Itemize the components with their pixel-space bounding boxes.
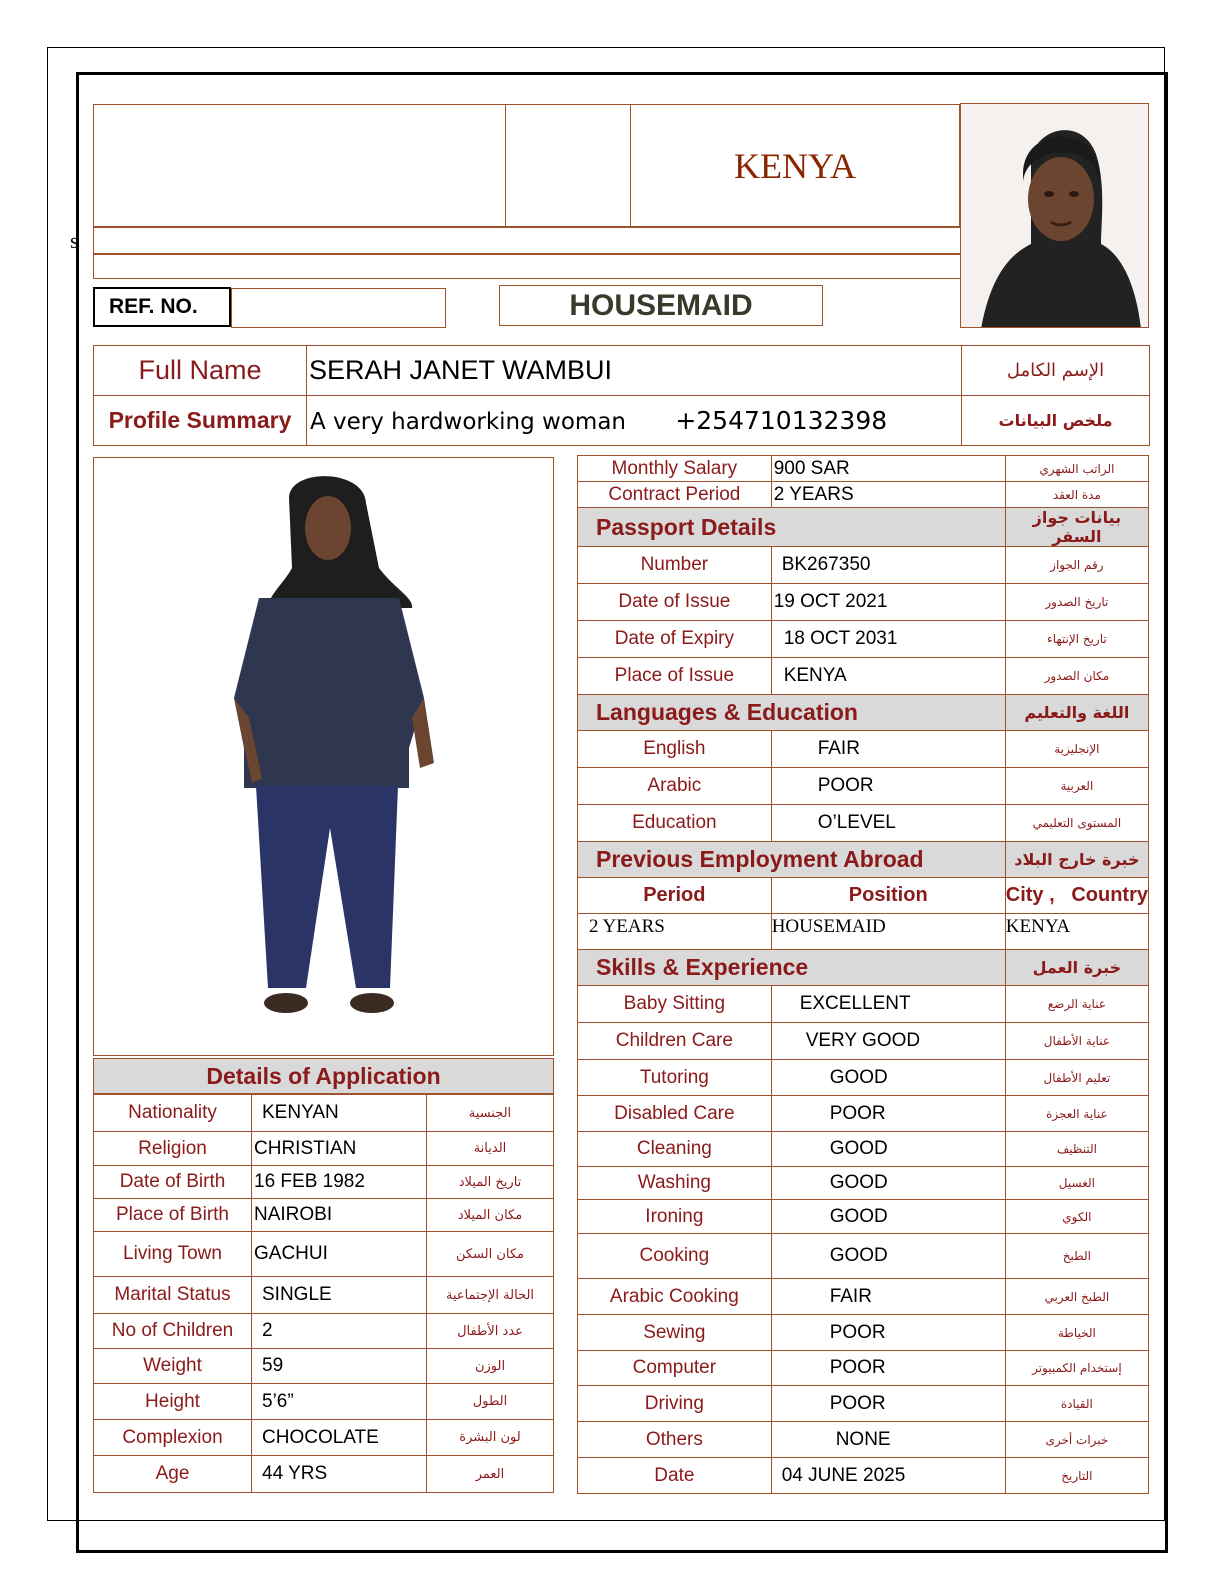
skills-row xyxy=(578,1060,1149,1096)
profile-summary-row xyxy=(94,396,1150,446)
skills-value: POOR xyxy=(771,1351,1005,1386)
skills-arabic: التنظيف xyxy=(1005,1132,1148,1167)
header-row-1 xyxy=(93,227,961,254)
profile-summary-label: Profile Summary xyxy=(94,396,307,446)
skills-row xyxy=(578,1096,1149,1132)
application-row xyxy=(94,1314,554,1349)
full-body-icon xyxy=(94,458,554,1056)
application-row xyxy=(94,1232,554,1277)
skills-label: Tutoring xyxy=(578,1060,772,1096)
contract-arabic: الراتب الشهري xyxy=(1005,456,1148,482)
skills-title: Skills & Experience xyxy=(578,950,1006,986)
languages-row xyxy=(578,805,1149,842)
application-section-title: Details of Application xyxy=(93,1058,554,1094)
application-value: 44 YRS xyxy=(252,1456,427,1493)
skills-value: GOOD xyxy=(771,1132,1005,1167)
application-value: 2 xyxy=(252,1314,427,1349)
application-arabic: مكان السكن xyxy=(427,1232,554,1277)
application-arabic: تاريخ الميلاد xyxy=(427,1166,554,1199)
application-value: KENYAN xyxy=(252,1095,427,1132)
skills-value: GOOD xyxy=(771,1167,1005,1200)
skills-arabic: الغسيل xyxy=(1005,1167,1148,1200)
application-arabic: الوزن xyxy=(427,1349,554,1384)
passport-arabic: تاريخ الإنتهاء xyxy=(1005,621,1148,658)
skills-label: Washing xyxy=(578,1167,772,1200)
passport-label: Date of Expiry xyxy=(578,621,772,658)
application-arabic: لون البشرة xyxy=(427,1420,554,1456)
application-label: Complexion xyxy=(94,1420,252,1456)
passport-title: Passport Details xyxy=(578,508,1006,547)
header-cell-left xyxy=(93,104,506,227)
profile-summary-value xyxy=(307,396,962,446)
application-arabic: مكان الميلاد xyxy=(427,1199,554,1232)
application-row xyxy=(94,1456,554,1493)
skills-value: FAIR xyxy=(771,1279,1005,1315)
application-row xyxy=(94,1166,554,1199)
contract-row xyxy=(578,482,1149,508)
employment-country: KENYA xyxy=(1005,914,1148,950)
skills-row xyxy=(578,1458,1149,1494)
passport-arabic: تاريخ الصدور xyxy=(1005,584,1148,621)
application-label: No of Children xyxy=(94,1314,252,1349)
passport-title-arabic: بيانات جواز السفر xyxy=(1005,508,1148,547)
languages-label: Education xyxy=(578,805,772,842)
application-value: SINGLE xyxy=(252,1277,427,1314)
skills-label: Baby Sitting xyxy=(578,986,772,1023)
application-row xyxy=(94,1349,554,1384)
application-value: 5’6” xyxy=(252,1384,427,1420)
skills-value: 04 JUNE 2025 xyxy=(771,1458,1005,1494)
stray-character: s xyxy=(70,228,79,253)
languages-title-arabic: اللغة والتعليم xyxy=(1005,695,1148,731)
application-value: 59 xyxy=(252,1349,427,1384)
employment-col-period: Period xyxy=(578,878,772,914)
full-name-value: SERAH JANET WAMBUI xyxy=(307,346,962,396)
skills-label: Driving xyxy=(578,1386,772,1422)
skills-row xyxy=(578,1351,1149,1386)
skills-header xyxy=(578,950,1149,986)
application-label: Place of Birth xyxy=(94,1199,252,1232)
passport-row xyxy=(578,621,1149,658)
skills-row xyxy=(578,1386,1149,1422)
skills-row xyxy=(578,1023,1149,1060)
full-name-label: Full Name xyxy=(94,346,307,396)
languages-value: FAIR xyxy=(771,731,1005,768)
employment-period: 2 YEARS xyxy=(578,914,772,950)
languages-header xyxy=(578,695,1149,731)
languages-label: English xyxy=(578,731,772,768)
skills-value: POOR xyxy=(771,1386,1005,1422)
skills-arabic: الطبخ العربي xyxy=(1005,1279,1148,1315)
application-row xyxy=(94,1095,554,1132)
passport-value: 18 OCT 2031 xyxy=(771,621,1005,658)
application-label: Religion xyxy=(94,1132,252,1166)
full-body-photo xyxy=(93,457,554,1056)
application-label: Living Town xyxy=(94,1232,252,1277)
ref-no-value xyxy=(231,288,446,328)
job-title: HOUSEMAID xyxy=(499,285,823,326)
application-label: Weight xyxy=(94,1349,252,1384)
skills-value: GOOD xyxy=(771,1200,1005,1234)
profile-summary-text: A very hardworking woman xyxy=(310,409,627,435)
languages-label: Arabic xyxy=(578,768,772,805)
skills-label: Disabled Care xyxy=(578,1096,772,1132)
header-row-2 xyxy=(93,254,961,279)
portrait-photo xyxy=(960,103,1149,328)
full-name-row xyxy=(94,346,1150,396)
application-arabic: العمر xyxy=(427,1456,554,1493)
application-value: 16 FEB 1982 xyxy=(252,1166,427,1199)
skills-row xyxy=(578,1279,1149,1315)
application-arabic: الجنسية xyxy=(427,1095,554,1132)
passport-row xyxy=(578,658,1149,695)
passport-value: 19 OCT 2021 xyxy=(771,584,1005,621)
right-details-table xyxy=(577,455,1149,1494)
skills-value: EXCELLENT xyxy=(771,986,1005,1023)
phone-number: +254710132398 xyxy=(675,406,888,435)
employment-col-city: City , Country xyxy=(1005,878,1148,914)
languages-title: Languages & Education xyxy=(578,695,1006,731)
application-label: Height xyxy=(94,1384,252,1420)
skills-label: Sewing xyxy=(578,1315,772,1351)
application-details-table xyxy=(93,1094,554,1493)
skills-row xyxy=(578,1234,1149,1279)
skills-arabic: الخياطة xyxy=(1005,1315,1148,1351)
skills-row xyxy=(578,1132,1149,1167)
contract-row xyxy=(578,456,1149,482)
skills-row xyxy=(578,1422,1149,1458)
skills-arabic: الطبخ xyxy=(1005,1234,1148,1279)
passport-label: Place of Issue xyxy=(578,658,772,695)
profile-table xyxy=(93,345,1150,446)
contract-arabic: مدة العقد xyxy=(1005,482,1148,508)
application-arabic: الديانة xyxy=(427,1132,554,1166)
skills-value: POOR xyxy=(771,1315,1005,1351)
passport-value: BK267350 xyxy=(771,547,1005,584)
country-title: KENYA xyxy=(630,104,960,227)
application-row xyxy=(94,1420,554,1456)
languages-row xyxy=(578,731,1149,768)
application-arabic: عدد الأطفال xyxy=(427,1314,554,1349)
passport-arabic: رقم الجواز xyxy=(1005,547,1148,584)
passport-row xyxy=(578,547,1149,584)
application-row xyxy=(94,1277,554,1314)
skills-row xyxy=(578,1167,1149,1200)
application-row xyxy=(94,1384,554,1420)
passport-header xyxy=(578,508,1149,547)
passport-label: Date of Issue xyxy=(578,584,772,621)
employment-title-arabic: خبرة خارج البلاد xyxy=(1005,842,1148,878)
employment-columns-row xyxy=(578,878,1149,914)
skills-arabic: عناية الأطفال xyxy=(1005,1023,1148,1060)
skills-row xyxy=(578,986,1149,1023)
skills-arabic: عناية الرضع xyxy=(1005,986,1148,1023)
contract-label: Contract Period xyxy=(578,482,772,508)
skills-arabic: عناية العجزة xyxy=(1005,1096,1148,1132)
ref-no-label: REF. NO. xyxy=(93,287,231,327)
skills-value: GOOD xyxy=(771,1060,1005,1096)
application-label: Date of Birth xyxy=(94,1166,252,1199)
contract-label: Monthly Salary xyxy=(578,456,772,482)
languages-arabic: الإنجليزية xyxy=(1005,731,1148,768)
portrait-icon xyxy=(961,104,1149,328)
languages-arabic: العربية xyxy=(1005,768,1148,805)
skills-label: Date xyxy=(578,1458,772,1494)
skills-arabic: إستخدام الكمبيوتر xyxy=(1005,1351,1148,1386)
skills-label: Arabic Cooking xyxy=(578,1279,772,1315)
skills-label: Computer xyxy=(578,1351,772,1386)
skills-value: NONE xyxy=(771,1422,1005,1458)
skills-label: Cooking xyxy=(578,1234,772,1279)
application-label: Marital Status xyxy=(94,1277,252,1314)
skills-label: Ironing xyxy=(578,1200,772,1234)
application-row xyxy=(94,1132,554,1166)
employment-position: HOUSEMAID xyxy=(771,914,1005,950)
languages-arabic: المستوى التعليمي xyxy=(1005,805,1148,842)
full-name-arabic: الإسم الكامل xyxy=(962,346,1150,396)
application-value: GACHUI xyxy=(252,1232,427,1277)
passport-value: KENYA xyxy=(771,658,1005,695)
passport-label: Number xyxy=(578,547,772,584)
skills-row xyxy=(578,1315,1149,1351)
application-value: CHOCOLATE xyxy=(252,1420,427,1456)
skills-arabic: تعليم الأطفال xyxy=(1005,1060,1148,1096)
application-arabic: الطول xyxy=(427,1384,554,1420)
application-value: CHRISTIAN xyxy=(252,1132,427,1166)
skills-row xyxy=(578,1200,1149,1234)
languages-value: O’LEVEL xyxy=(771,805,1005,842)
employment-col-position: Position xyxy=(771,878,1005,914)
application-label: Age xyxy=(94,1456,252,1493)
skills-value: VERY GOOD xyxy=(771,1023,1005,1060)
skills-label: Others xyxy=(578,1422,772,1458)
skills-label: Children Care xyxy=(578,1023,772,1060)
skills-arabic: القيادة xyxy=(1005,1386,1148,1422)
skills-value: GOOD xyxy=(771,1234,1005,1279)
application-value: NAIROBI xyxy=(252,1199,427,1232)
languages-row xyxy=(578,768,1149,805)
contract-value: 2 YEARS xyxy=(771,482,1005,508)
skills-arabic: التاريخ xyxy=(1005,1458,1148,1494)
passport-row xyxy=(578,584,1149,621)
contract-value: 900 SAR xyxy=(771,456,1005,482)
employment-entry-row xyxy=(578,914,1149,950)
profile-summary-arabic: ملخص البيانات xyxy=(962,396,1150,446)
header-cell-middle xyxy=(505,104,631,227)
employment-title: Previous Employment Abroad xyxy=(578,842,1006,878)
passport-arabic: مكان الصدور xyxy=(1005,658,1148,695)
skills-value: POOR xyxy=(771,1096,1005,1132)
languages-value: POOR xyxy=(771,768,1005,805)
skills-label: Cleaning xyxy=(578,1132,772,1167)
skills-title-arabic: خبرة العمل xyxy=(1005,950,1148,986)
application-label: Nationality xyxy=(94,1095,252,1132)
application-row xyxy=(94,1199,554,1232)
application-arabic: الحالة الإجتماعية xyxy=(427,1277,554,1314)
skills-arabic: خبرات أخرى xyxy=(1005,1422,1148,1458)
employment-header xyxy=(578,842,1149,878)
skills-arabic: الكوي xyxy=(1005,1200,1148,1234)
